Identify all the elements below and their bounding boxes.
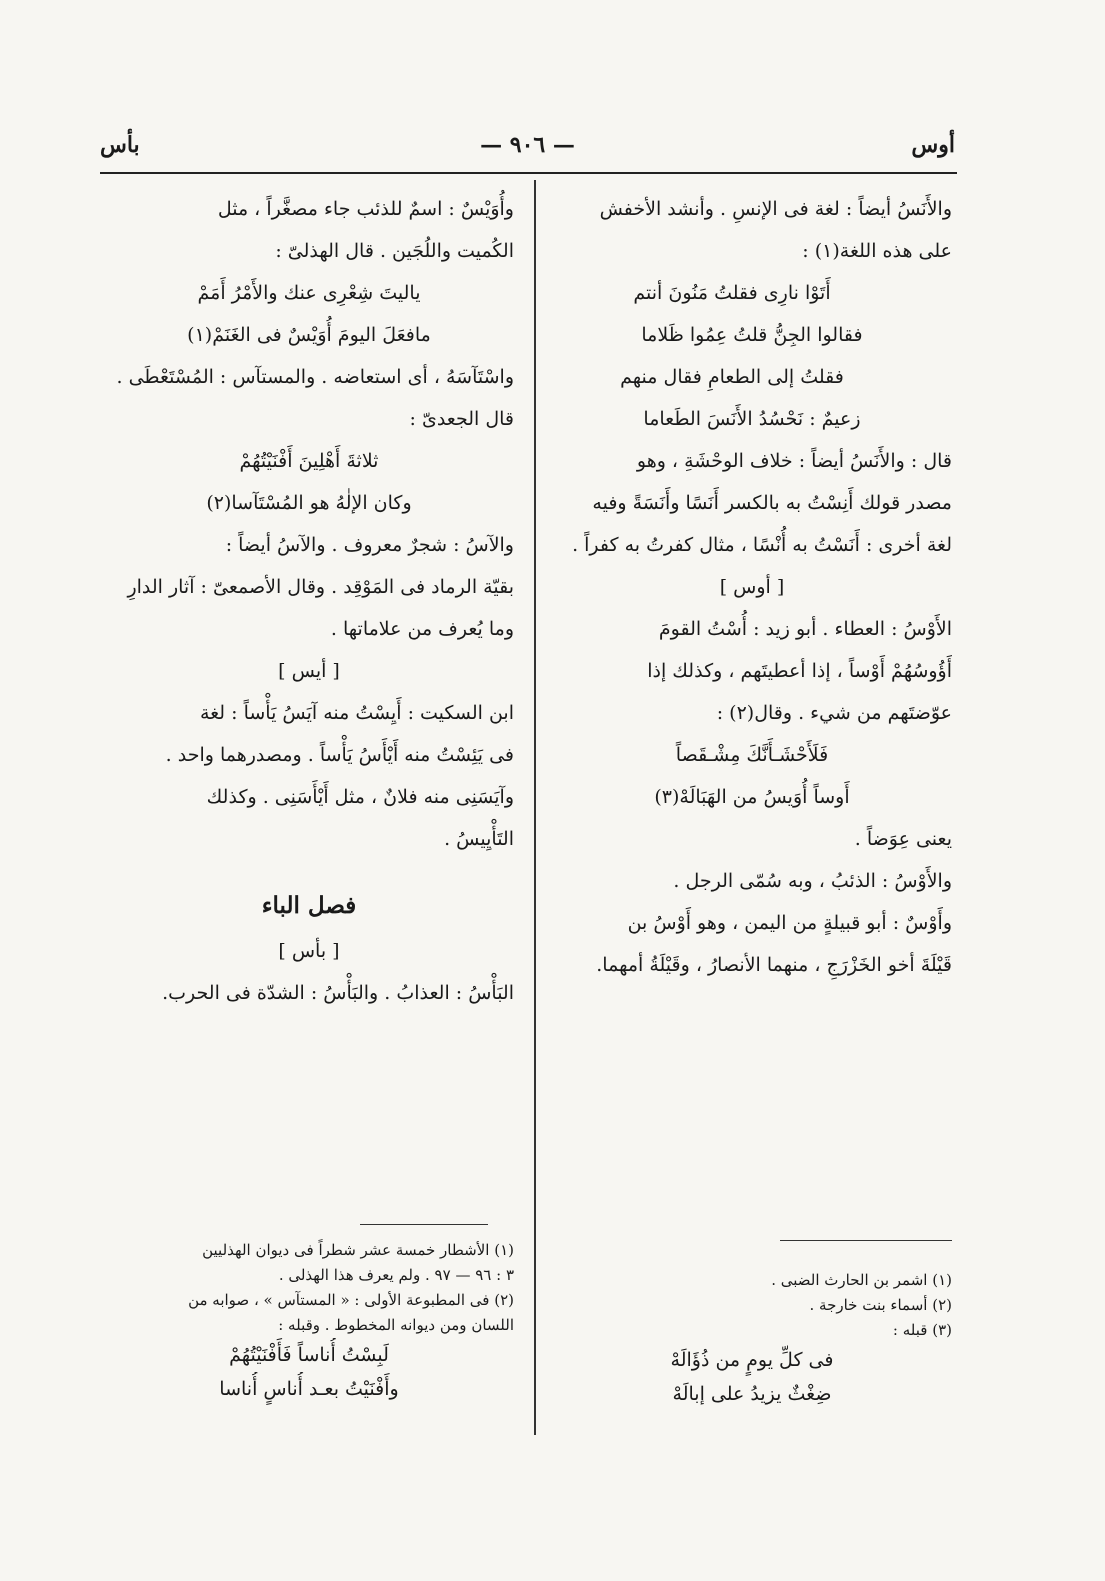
footnote: (١) اشمر بن الحارث الضبى . bbox=[771, 1271, 952, 1289]
right-column bbox=[552, 188, 952, 986]
footnote-rule-right bbox=[780, 1240, 952, 1241]
page-number: — ٩٠٦ — bbox=[480, 132, 575, 158]
footnotes-left bbox=[104, 1238, 514, 1406]
text-line: قال : والأَنَسُ أيضاً : خلاف الوحْشَةِ ، وهو bbox=[636, 450, 952, 472]
text-line: البَأْسُ : العذابُ . والبَأْسُ : الشدّة فى الحرب. bbox=[162, 982, 514, 1004]
text-line: والآسُ : شجرٌ معروف . والآسُ أيضاً : bbox=[225, 534, 514, 556]
entry-heading-ays: [ أيس ] bbox=[278, 660, 340, 682]
header-right-word: أوس bbox=[911, 132, 955, 158]
page-header bbox=[100, 132, 955, 172]
verse-line: مافعَلَ اليومَ أُوَيْسٌ فى الغَنَمْ(١) bbox=[187, 324, 431, 346]
text-line: بقيّة الرماد فى المَوْقِد . وقال الأصمعىّ : آثار الدارِ bbox=[127, 576, 514, 598]
text-line: فى يَئِسْتُ منه أَيْأَسُ يَأْساً . ومصدرهما واحد . bbox=[165, 744, 514, 766]
footnote-verse: ضِغْثٌ يزيدُ على إبالَهْ bbox=[672, 1383, 832, 1405]
text-line: والأَوْسُ : الذئبُ ، وبه سُمّى الرجل . bbox=[673, 870, 952, 892]
text-line: يعنى عِوَضاً . bbox=[854, 828, 952, 850]
text-line: قَيْلَةَ أخو الخَزْرَجِ ، منهما الأنصارُ ، وقَيْلَةُ أمهما. bbox=[596, 954, 952, 976]
text-line: قال الجعدىّ : bbox=[409, 408, 514, 430]
verse-line: زعيمٌ : نَحْسُدُ الأَنَسَ الطَعاما bbox=[643, 408, 861, 430]
footnote-rule-left bbox=[360, 1224, 488, 1225]
text-line: واسْتَآسَهُ ، أى استعاضه . والمستآس : المُسْتَعْطَى . bbox=[116, 366, 514, 388]
verse-line: ياليتَ شِعْرِى عنك والأَمْرُ أَمَمْ bbox=[197, 282, 421, 304]
text-line: وآيَسَنِى منه فلانٌ ، مثل أَيْأَسَنِى . وكذلك bbox=[206, 786, 514, 808]
footnote: (١) الأشطار خمسة عشر شطراً فى ديوان الهذليين bbox=[202, 1241, 514, 1259]
text-line: الأَوْسُ : العطاء . أبو زيد : أُسْتُ القومَ bbox=[658, 618, 952, 640]
header-rule bbox=[100, 172, 957, 174]
text-line: وأَوْسٌ : أبو قبيلةٍ من اليمن ، وهو أَوْسُ بن bbox=[627, 912, 952, 934]
footnotes-right bbox=[552, 1268, 952, 1411]
text-line: على هذه اللغة(١) : bbox=[802, 240, 952, 262]
chapter-heading-ba: فصل الباء bbox=[261, 892, 357, 919]
verse-line: فقلتُ إلى الطعامِ فقال منهم bbox=[620, 366, 844, 388]
text-line: ابن السكيت : أَيِسْتُ منه آيَسُ يَأْساً : لغة bbox=[199, 702, 514, 724]
entry-heading-bas: [ بأس ] bbox=[278, 940, 340, 962]
verse-line: فَلَأَحْشَـأَنَّكَ مِشْـقَصاً bbox=[675, 744, 829, 766]
text-line: الكُميت واللُجَين . قال الهذلىّ : bbox=[275, 240, 514, 262]
footnote: (٢) أسماء بنت خارجة . bbox=[809, 1296, 952, 1314]
text-line: وأُوَيْسٌ : اسمٌ للذئب جاء مصغَّراً ، مثل bbox=[217, 198, 514, 220]
column-divider bbox=[534, 180, 536, 1435]
header-left-word: بأس bbox=[100, 132, 140, 158]
verse-line: أَتَوْا نارِى فقلتُ مَنُونَ أنتم bbox=[633, 282, 831, 304]
verse-line: فقالوا الجِنُّ قلتُ عِمُوا ظَلاما bbox=[641, 324, 863, 346]
footnote: (٢) فى المطبوعة الأولى : « المستآس » ، صوابه من bbox=[188, 1291, 514, 1309]
footnote: اللسان ومن ديوانه المخطوط . وقبله : bbox=[278, 1316, 514, 1334]
text-line: والأَنَسُ أيضاً : لغة فى الإنسِ . وأنشد الأخفش bbox=[599, 198, 952, 220]
verse-line: ثلاثةَ أَهْلِينَ أَفْنَيْتُهُمْ bbox=[239, 450, 379, 472]
spacer bbox=[104, 860, 514, 882]
text-line: مصدر قولك أَنِسْتُ به بالكسر أَنَسًا وأَنَسَةً وفيه bbox=[592, 492, 952, 514]
entry-heading-aws: [ أوس ] bbox=[719, 576, 785, 598]
footnote: ٣ : ٩٦ — ٩٧ . ولم يعرف هذا الهذلى . bbox=[278, 1266, 514, 1284]
footnote-verse: فى كلِّ يومٍ من ذُؤَالَهْ bbox=[670, 1349, 834, 1371]
verse-line: أَوساً أُوَيسُ من الهَبَالَهْ(٣) bbox=[654, 786, 850, 808]
footnote: (٣) قبله : bbox=[892, 1321, 952, 1339]
left-column bbox=[104, 188, 514, 1014]
text-line: التَأْيِيسُ . bbox=[444, 828, 514, 850]
footnote-verse: لَبِسْتُ أُناساً فَأَفْنَيْتُهُمْ bbox=[229, 1344, 389, 1366]
text-line: وما يُعرف من علاماتها . bbox=[330, 618, 514, 640]
verse-line: وكان الإلٰهُ هو المُسْتَآسا(٢) bbox=[206, 492, 412, 514]
footnote-verse: وأَفْنَيْتُ بعـد أُناسٍ أُناسا bbox=[219, 1378, 399, 1400]
text-line: لغة أخرى : أَنَسْتُ به أُنْسًا ، مثال كفرتُ به كفراً . bbox=[572, 534, 952, 556]
text-line: أَؤُوسُهُمْ أَوْساً ، إذا أعطيتَهم ، وكذلك إذا bbox=[647, 660, 952, 682]
text-line: عوّضتَهم من شيء . وقال(٢) : bbox=[716, 702, 952, 724]
